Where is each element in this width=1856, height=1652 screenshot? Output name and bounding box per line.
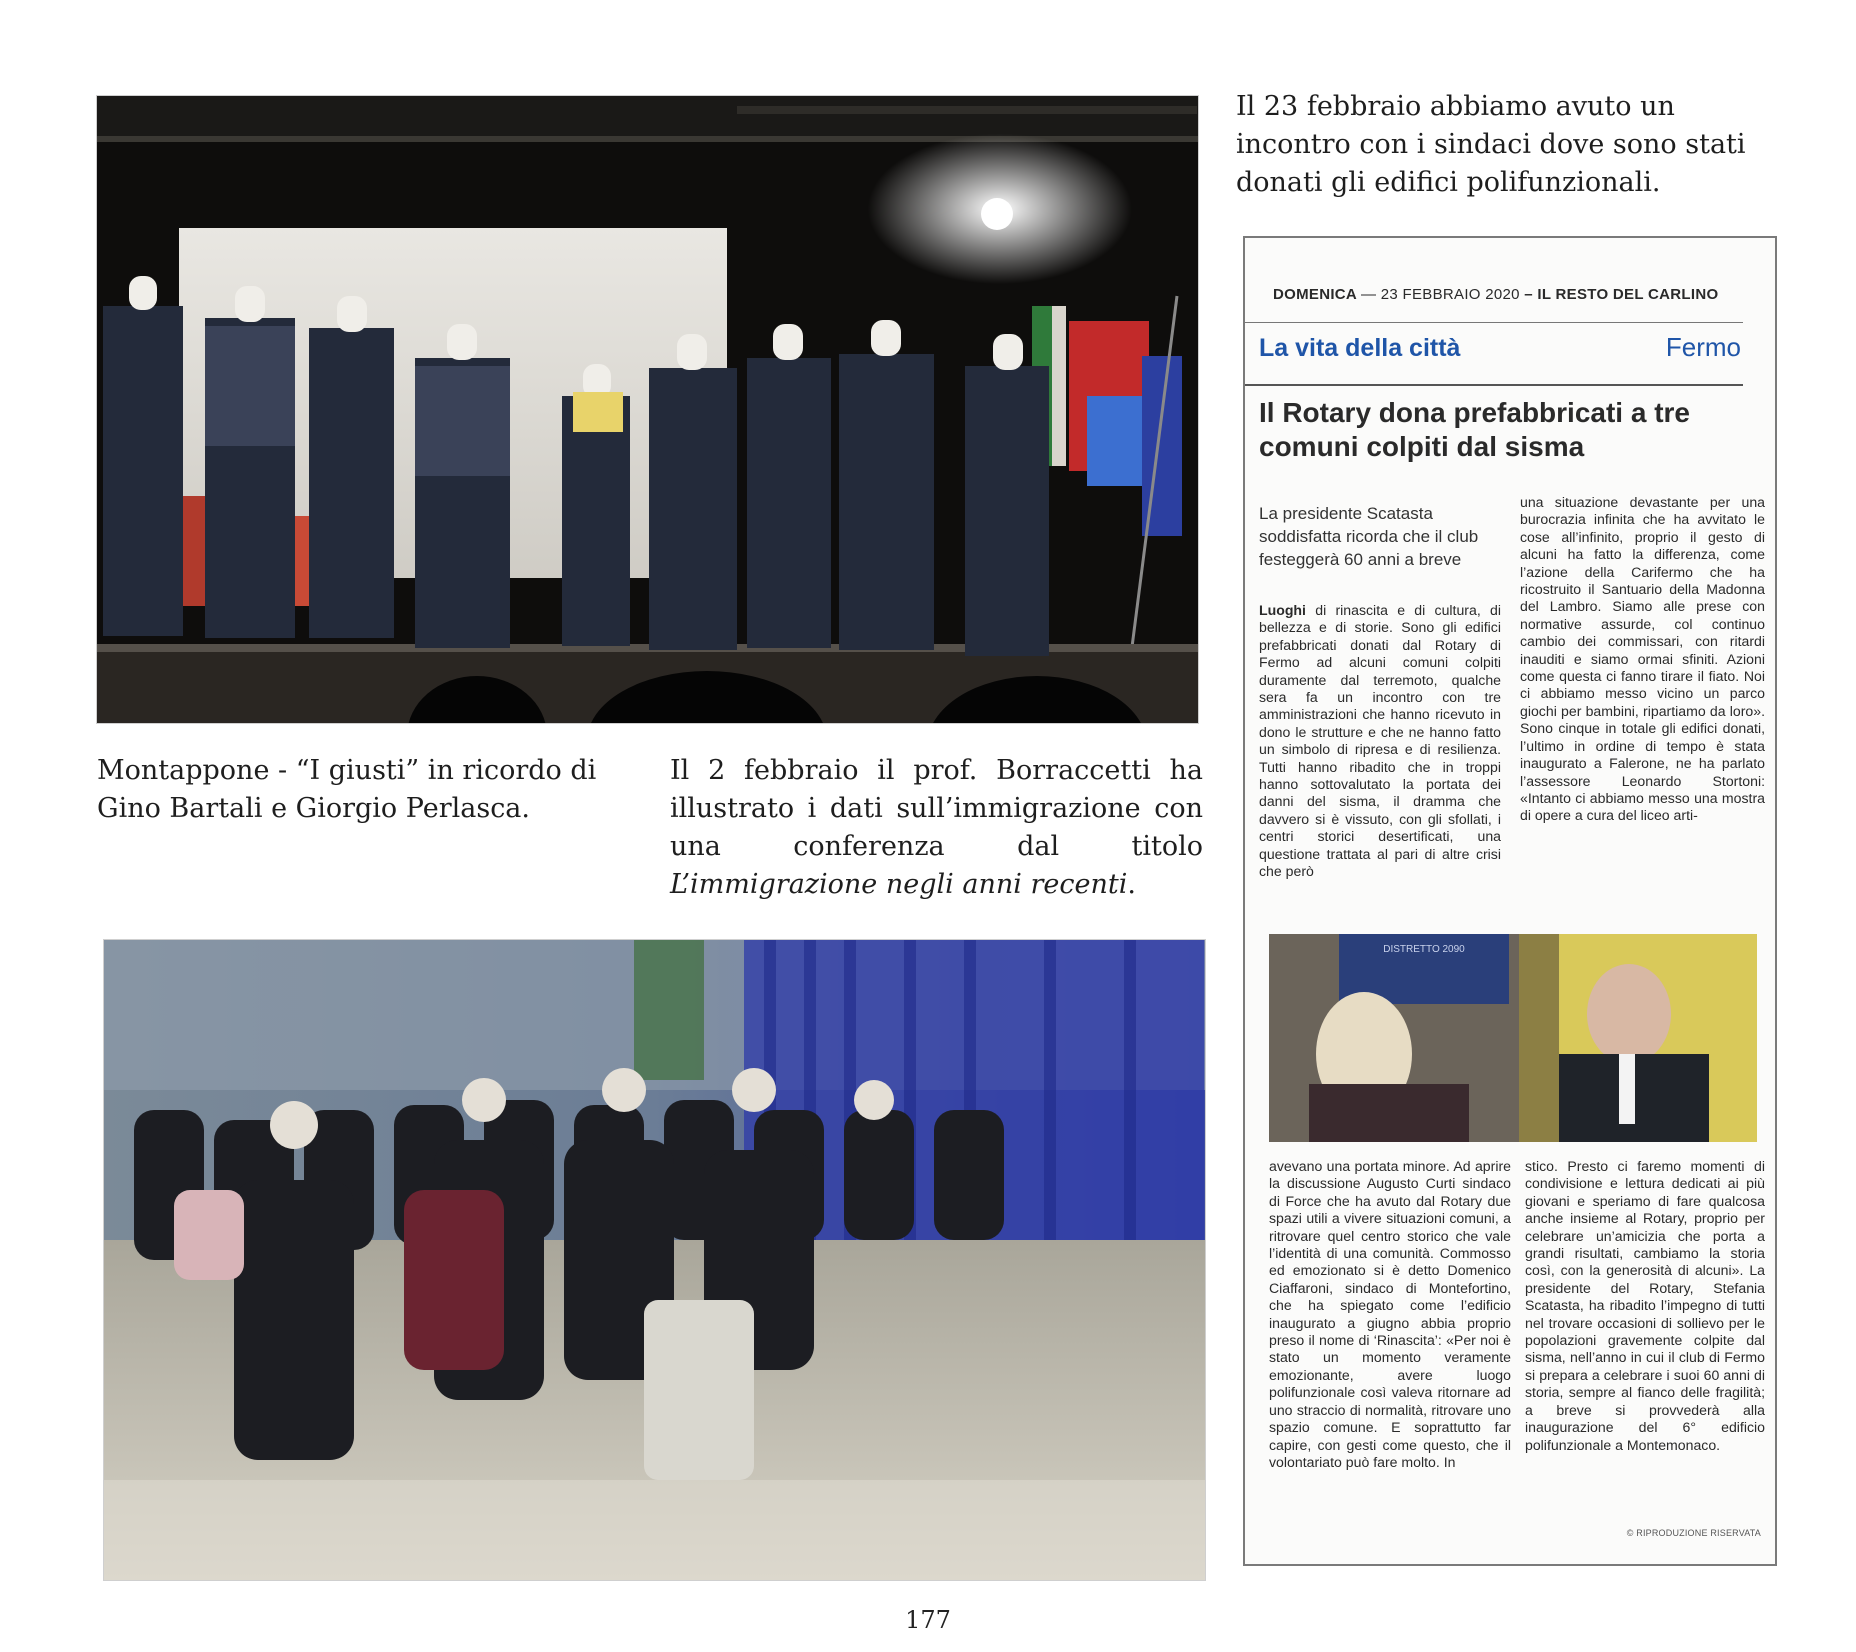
article-column-1 xyxy=(1259,602,1501,881)
article-photo-illustration xyxy=(1269,934,1757,1142)
caption-montappone: Montappone - “I giusti” in ricordo di Gino Bartali e Giorgio Perlasca. xyxy=(97,755,597,824)
newspaper-dateline: DOMENICA — 23 FEBBRAIO 2020 – IL RESTO DEL CARLINO xyxy=(1273,286,1719,303)
audience-photo-illustration xyxy=(104,940,1205,1580)
article-lead-word: Luoghi xyxy=(1259,602,1306,618)
caption-borraccetti xyxy=(670,752,1203,904)
newspaper-section: La vita della città xyxy=(1259,334,1461,362)
page-number: 177 xyxy=(905,1606,951,1634)
stage-photo-illustration xyxy=(97,96,1198,723)
intro-paragraph: Il 23 febbraio abbiamo avuto un incontro con i sindaci dove sono stati donati gli edifici polifunzionali. xyxy=(1236,91,1746,198)
article-column-3: avevano una portata minore. Ad aprire la discussione Augusto Curti sindaco di Force che ha avuto dal Rotary due spazi utili a vivere situazioni comuni, a ritrovare quel centro storico che vale l’identità di una comunità. Commosso ed emozionato si è detto Domenico Ciaffaroni, sindaco di Montefortino, che ha spiegato come l’edificio inaugurato a giugno abbia proprio preso il nome di ‘Rinascita’: «Per noi è stato un momento veramente emozionante, avere luogo polifunzionale così valeva ritornare ad uno straccio di normalità, ritrovare uno spazio comune. E soprattutto far capire, con gesti come questo, che il volontariato può fare molto. In xyxy=(1269,1158,1511,1470)
dateline-day: DOMENICA xyxy=(1273,286,1357,303)
newspaper-city: Fermo xyxy=(1665,332,1741,362)
conference-title: L’immigrazione negli anni recenti xyxy=(670,869,1128,900)
stage-photo xyxy=(97,96,1198,723)
audience-photo xyxy=(104,940,1205,1580)
dateline-date: 23 FEBBRAIO 2020 xyxy=(1380,286,1520,303)
caption-borraccetti-text: Il 2 febbraio il prof. Borraccetti ha illustrato i dati sull’immigrazione con una conferenza dal titolo xyxy=(670,755,1203,862)
article-photo xyxy=(1269,934,1757,1142)
article-column-2: una situazione devastante per una burocrazia infinita che ha avvitato le cose all’infinito, proprio il gesto di alcuni ha fatto la differenza, come l’azione della Carifermo che ha ricostruito il Santuario della Madonna del Lambro. Siamo alle prese con normative assurde, col continuo cambio dei commissari, con ritardi inauditi e siamo ormai sfiniti. Azioni come questa ci fanno tirare il fiato. Noi ci abbiamo messo vicino un parco giochi per bambini, ripartiamo da loro». Sono cinque in totale gli edifici donati, l’ultimo in ordine di tempo è stata inaugurato a Falerone, ne ha parlato l’assessore Leonardo Stortoni: «Intanto ci abbiamo messo una mostra di opere a cura del liceo arti- xyxy=(1520,494,1765,824)
caption-borraccetti-end: . xyxy=(1127,869,1136,900)
copyright-notice: © RIPRODUZIONE RISERVATA xyxy=(1626,1528,1761,1538)
newspaper-clipping xyxy=(1243,236,1777,1566)
photo-banner-text: DISTRETTO 2090 xyxy=(1383,944,1465,955)
dateline-paper: IL RESTO DEL CARLINO xyxy=(1537,286,1719,303)
divider xyxy=(1245,322,1743,323)
article-column-1-text: di rinascita e di cultura, di bellezza e di storie. Sono gli edifici prefabbricati donati dal Rotary di Fermo ad alcuni comuni colpiti duramente dal terremoto, qualche sera fa un incontro con tre amministrazioni che hanno ricevuto in dono le strutture e che ne hanno fatto un simbolo di ripresa e di resilienza. Tutti hanno ribadito che in troppi hanno sottovalutato la portata dei danni del sisma, il dramma che davvero si è vissuto, con gli sfollati, i centri storici desertificati, una questione trattata al pari di altre crisi che però xyxy=(1259,602,1501,880)
divider xyxy=(1245,384,1743,386)
article-headline: Il Rotary dona prefabbricati a tre comuni colpiti dal sisma xyxy=(1259,397,1690,462)
article-subhead: La presidente Scatasta soddisfatta ricorda che il club festeggerà 60 anni a breve xyxy=(1259,504,1479,569)
article-column-4: stico. Presto ci faremo momenti di condivisione e lettura dedicati ai più giovani e speriamo di fare qualcosa anche insieme al Rotary, proprio per celebrare un’amicizia che porta a grandi risultati, cambiamo la storia così, con la generosità di alcuni». La presidente del Rotary, Stefania Scatasta, ha ribadito l’impegno di tutti nel trovare occasioni di sollievo per le popolazioni gravemente colpite dal sisma, nell’anno in cui il club di Fermo si prepara a celebrare i suoi 60 anni di storia, sempre al fianco delle fragilità; a breve si provvederà alla inaugurazione del 6° edificio polifunzionale a Montemonaco. xyxy=(1525,1158,1765,1453)
